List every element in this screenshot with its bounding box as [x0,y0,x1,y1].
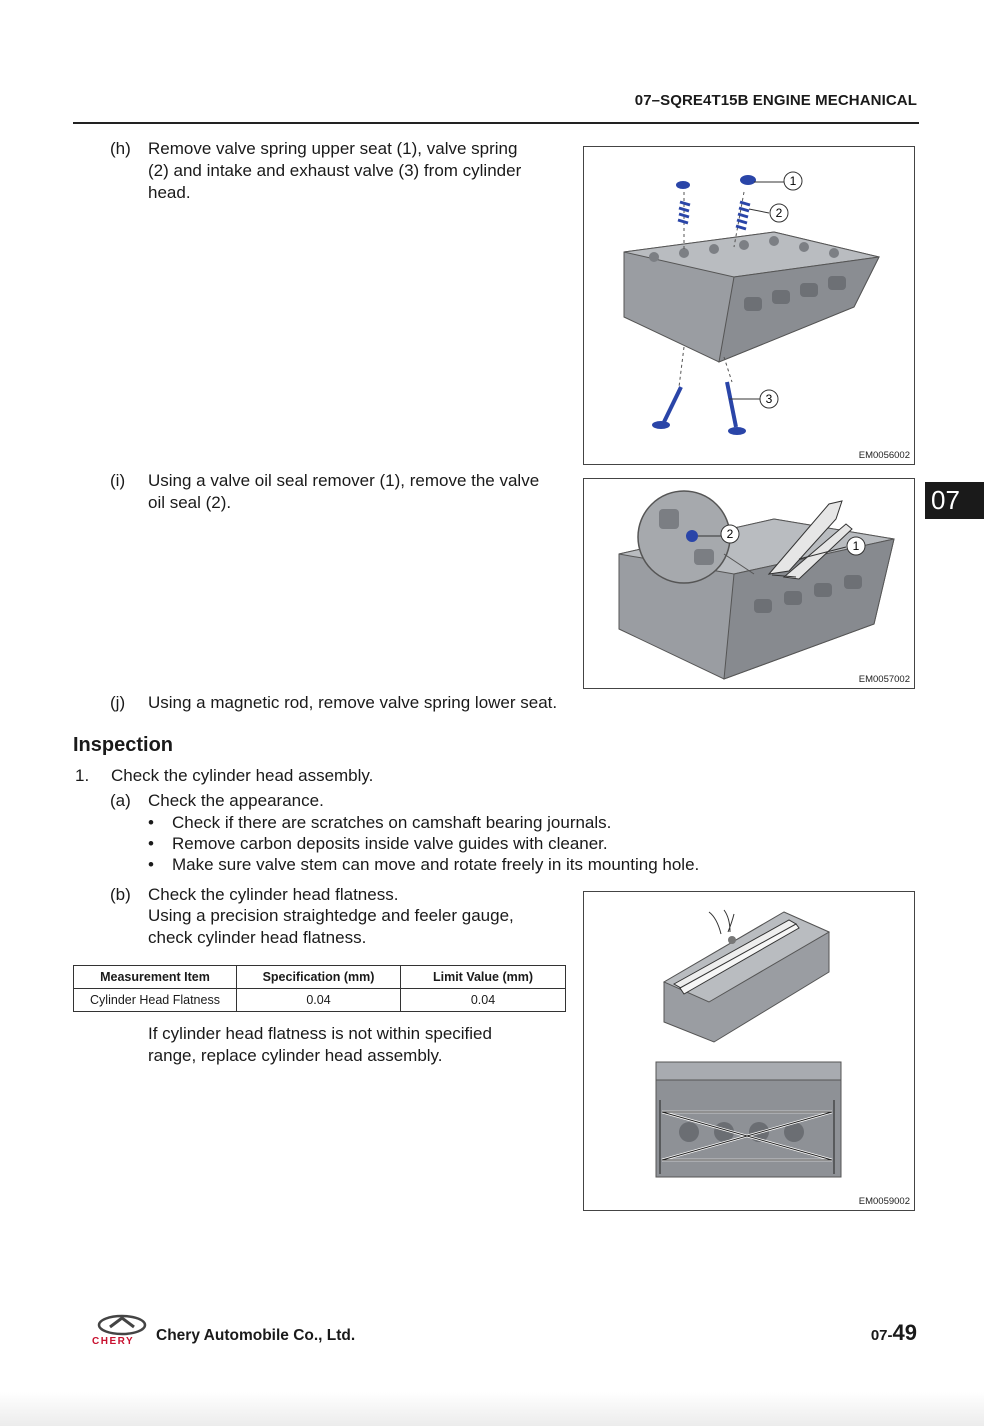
figure-valve-removal-illustration [584,147,914,464]
table-cell: 0.04 [401,989,566,1012]
figure-oil-seal-removal [583,478,915,689]
step-b-line-1: Check the cylinder head flatness. [148,885,399,904]
step-b-label: (b) [110,885,131,904]
callout-2: 2 [775,206,783,220]
bullet-dot: • [148,813,154,832]
chery-brand-text: CHERY [92,1336,135,1347]
step-a-text: Check the appearance. [148,791,324,810]
bullet-dot: • [148,834,154,853]
table-header-cell: Specification (mm) [237,966,401,989]
step-h-line-2: (2) and intake and exhaust valve (3) from cylinder [148,161,522,180]
figure-valve-removal [583,146,915,465]
page-header-title: 07–SQRE4T15B ENGINE MECHANICAL [634,92,917,109]
figure-code: EM0056002 [858,450,910,461]
section-heading-inspection: Inspection [73,734,174,756]
step-j [110,692,610,716]
page-number [871,1320,917,1346]
bullet-text: Make sure valve stem can move and rotate freely in its mounting hole. [172,855,700,874]
callout-1: 1 [852,539,860,553]
table-cell: Cylinder Head Flatness [74,989,237,1012]
page-number-prefix: 07- [870,1327,893,1344]
page-bottom-shade [0,1392,984,1426]
flatness-note [148,1023,568,1069]
step-i-line-2: oil seal (2). [148,493,232,512]
step-b-line-3: check cylinder head flatness. [148,928,367,947]
step-j-text: Using a magnetic rod, remove valve spring lower seat. [148,693,558,712]
step-i-line-1: Using a valve oil seal remover (1), remove the valve [148,471,540,490]
figure-code: EM0059002 [858,1196,910,1207]
step-j-label: (j) [110,693,126,712]
header-rule [73,122,919,124]
table-row [74,989,566,1012]
item-1-number: 1. [75,766,90,785]
bullet-text: Check if there are scratches on camshaft bearing journals. [172,813,612,832]
step-h-line-1: Remove valve spring upper seat (1), valve spring [148,139,518,158]
step-h-line-3: head. [148,183,191,202]
note-line-1: If cylinder head flatness is not within specified [148,1024,492,1043]
step-i-label: (i) [110,471,126,490]
item-1-text: Check the cylinder head assembly. [111,766,374,785]
chery-logo-icon [96,1314,148,1336]
table-cell: 0.04 [237,989,401,1012]
note-line-2: range, replace cylinder head assembly. [148,1046,443,1065]
inspection-step-b [110,884,570,954]
step-i [110,470,570,518]
bullet-text: Remove carbon deposits inside valve guides with cleaner. [172,834,608,853]
figure-flatness-check [583,891,915,1211]
page-number-value: 49 [892,1320,917,1345]
flatness-spec-table [73,965,566,1012]
bullet-dot: • [148,855,154,874]
footer-company: Chery Automobile Co., Ltd. [156,1327,356,1344]
figure-flatness-illustration [584,892,914,1210]
figure-oil-seal-illustration [584,479,914,688]
callout-2: 2 [726,527,734,541]
table-header-cell: Limit Value (mm) [401,966,566,989]
table-header-row [74,966,566,989]
table-header-cell: Measurement Item [74,966,237,989]
section-tab: 07 [925,482,984,519]
step-h-label: (h) [110,139,131,158]
figure-code: EM0057002 [858,674,910,685]
inspection-item-1 [75,765,475,789]
callout-3: 3 [765,392,773,406]
step-b-line-2: Using a precision straightedge and feeler gauge, [148,906,514,925]
callout-1: 1 [789,174,797,188]
step-h [110,138,570,208]
inspection-step-a [110,790,770,880]
step-a-label: (a) [110,791,131,810]
